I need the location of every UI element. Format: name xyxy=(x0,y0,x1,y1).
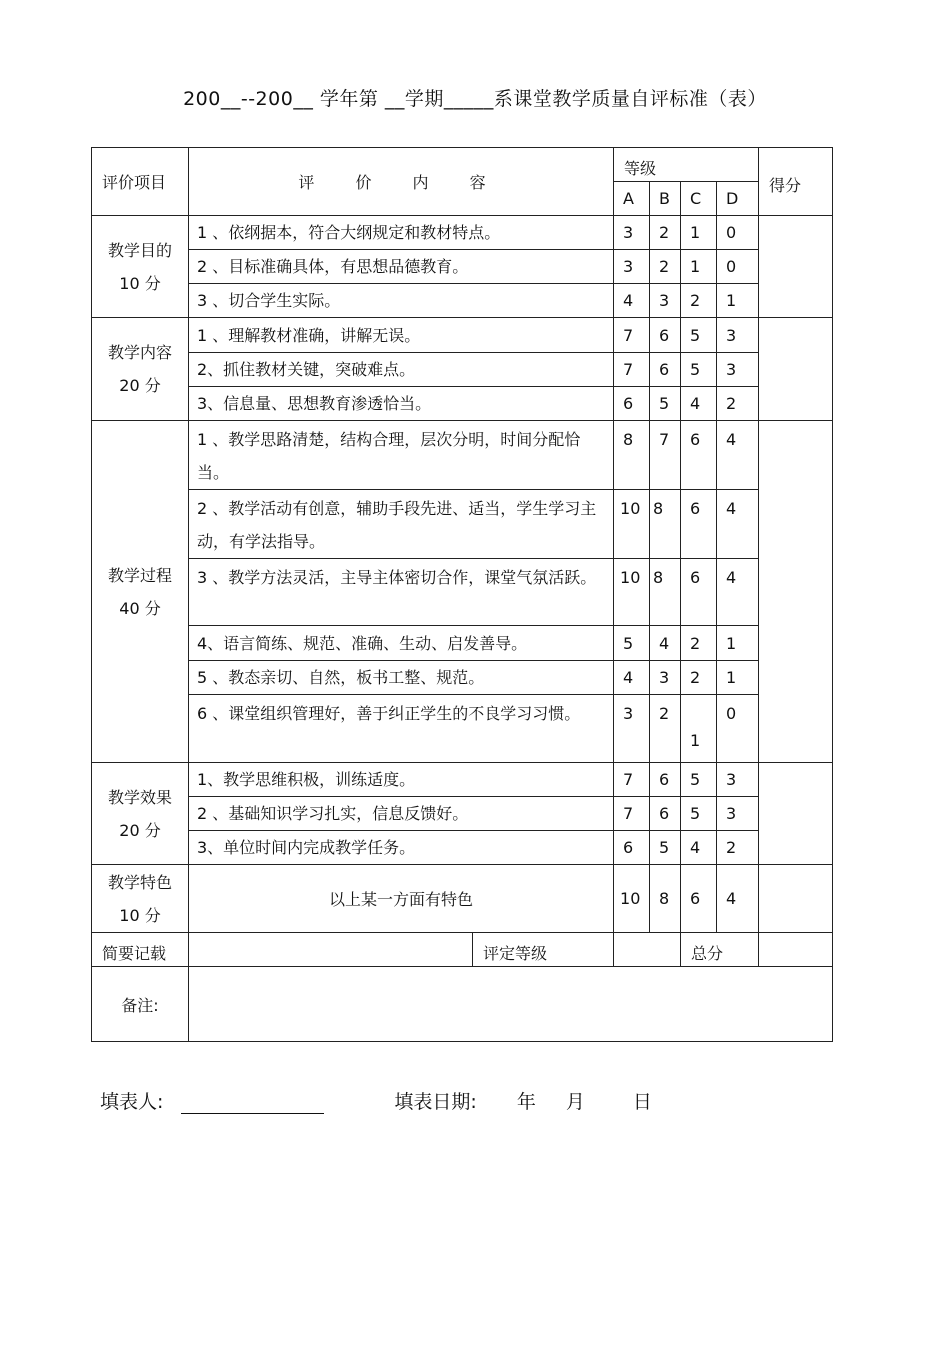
header-item: 评价项目 xyxy=(92,148,189,216)
filler-line[interactable] xyxy=(181,1093,324,1114)
grade-a: 6 xyxy=(614,831,650,865)
grade-b: 8 xyxy=(650,865,681,933)
grade-b: 2 xyxy=(650,695,681,763)
criterion-text: 2 、目标准确具体，有思想品德教育。 xyxy=(189,250,614,284)
summary-total-label: 总分 xyxy=(681,933,759,967)
grade-a: 7 xyxy=(614,797,650,831)
grade-a: 8 xyxy=(614,421,650,490)
grade-a: 4 xyxy=(614,661,650,695)
grade-b: 6 xyxy=(650,763,681,797)
form-footer xyxy=(100,1087,652,1114)
criterion-text: 1 、依纲据本，符合大纲规定和教材特点。 xyxy=(189,216,614,250)
filler-label: 填表人: xyxy=(100,1091,164,1113)
grade-d: 3 xyxy=(717,797,759,831)
criterion-text: 4、语言简练、规范、准确、生动、启发善导。 xyxy=(189,626,614,661)
criterion-text: 2 、教学活动有创意，辅助手段先进、适当，学生学习主动，有学法指导。 xyxy=(189,490,614,559)
summary-rating-field[interactable] xyxy=(614,933,681,967)
grade-d: 1 xyxy=(717,626,759,661)
score-cell[interactable] xyxy=(759,763,833,865)
grade-d: 0 xyxy=(717,695,759,763)
section-label: 教学内容 20 分 xyxy=(92,318,189,421)
criterion-text: 3、单位时间内完成教学任务。 xyxy=(189,831,614,865)
grade-c: 5 xyxy=(681,318,717,353)
grade-d: 4 xyxy=(717,490,759,559)
criterion-text: 3 、切合学生实际。 xyxy=(189,284,614,318)
date-label: 填表日期: xyxy=(394,1091,477,1113)
criterion-text: 3、信息量、思想教育渗透恰当。 xyxy=(189,387,614,421)
grade-c: 6 xyxy=(681,865,717,933)
grade-d: 2 xyxy=(717,387,759,421)
grade-b: 8 xyxy=(650,559,681,626)
evaluation-table xyxy=(91,147,833,1042)
criterion-text: 3 、教学方法灵活，主导主体密切合作，课堂气氛活跃。 xyxy=(189,559,614,626)
grade-c: 5 xyxy=(681,763,717,797)
grade-d: 2 xyxy=(717,831,759,865)
level-d: D xyxy=(717,182,759,216)
summary-record-field[interactable] xyxy=(189,933,473,967)
section-label: 教学过程 40 分 xyxy=(92,421,189,763)
grade-d: 4 xyxy=(717,559,759,626)
grade-c: 2 xyxy=(681,661,717,695)
criterion-text: 6 、课堂组织管理好，善于纠正学生的不良学习习惯。 xyxy=(189,695,614,763)
grade-a: 10 xyxy=(614,490,650,559)
grade-a: 3 xyxy=(614,216,650,250)
grade-b: 6 xyxy=(650,353,681,387)
grade-a: 7 xyxy=(614,318,650,353)
grade-b: 5 xyxy=(650,831,681,865)
grade-b: 8 xyxy=(650,490,681,559)
grade-b: 6 xyxy=(650,318,681,353)
score-cell[interactable] xyxy=(759,318,833,421)
grade-d: 4 xyxy=(717,421,759,490)
grade-c: 5 xyxy=(681,797,717,831)
section-label: 教学效果 20 分 xyxy=(92,763,189,865)
section-label: 教学目的 10 分 xyxy=(92,216,189,318)
grade-c: 4 xyxy=(681,387,717,421)
score-cell[interactable] xyxy=(759,216,833,318)
grade-c: 1 xyxy=(681,250,717,284)
notes-field[interactable] xyxy=(189,967,833,1042)
score-cell[interactable] xyxy=(759,865,833,933)
level-a: A xyxy=(614,182,650,216)
grade-d: 3 xyxy=(717,353,759,387)
grade-b: 2 xyxy=(650,250,681,284)
criterion-text: 1 、理解教材准确，讲解无误。 xyxy=(189,318,614,353)
grade-b: 7 xyxy=(650,421,681,490)
grade-b: 3 xyxy=(650,284,681,318)
notes-label: 备注: xyxy=(92,967,189,1042)
header-content: 评 价 内 容 xyxy=(189,148,614,216)
grade-c: 6 xyxy=(681,490,717,559)
level-c: C xyxy=(681,182,717,216)
month-label: 月 xyxy=(565,1091,585,1113)
grade-d: 1 xyxy=(717,284,759,318)
grade-b: 5 xyxy=(650,387,681,421)
grade-b: 3 xyxy=(650,661,681,695)
summary-rating-label: 评定等级 xyxy=(473,933,614,967)
grade-a: 7 xyxy=(614,353,650,387)
day-label: 日 xyxy=(632,1091,652,1113)
year-label: 年 xyxy=(516,1091,536,1113)
summary-total-field[interactable] xyxy=(759,933,833,967)
grade-c: 4 xyxy=(681,831,717,865)
section-label: 教学特色 10 分 xyxy=(92,865,189,933)
grade-a: 10 xyxy=(614,865,650,933)
grade-a: 10 xyxy=(614,559,650,626)
grade-d: 3 xyxy=(717,318,759,353)
score-cell[interactable] xyxy=(759,421,833,763)
criterion-text: 1、教学思维积极，训练适度。 xyxy=(189,763,614,797)
grade-d: 1 xyxy=(717,661,759,695)
grade-b: 2 xyxy=(650,216,681,250)
grade-d: 0 xyxy=(717,216,759,250)
grade-c: 1 xyxy=(681,695,717,763)
grade-a: 7 xyxy=(614,763,650,797)
grade-d: 3 xyxy=(717,763,759,797)
grade-a: 3 xyxy=(614,250,650,284)
grade-c: 2 xyxy=(681,626,717,661)
grade-a: 5 xyxy=(614,626,650,661)
criterion-text: 2、抓住教材关键，突破难点。 xyxy=(189,353,614,387)
grade-d: 0 xyxy=(717,250,759,284)
grade-c: 6 xyxy=(681,559,717,626)
criterion-text: 1 、教学思路清楚，结构合理，层次分明，时间分配恰当。 xyxy=(189,421,614,490)
grade-a: 4 xyxy=(614,284,650,318)
header-score: 得分 xyxy=(759,148,833,216)
grade-c: 5 xyxy=(681,353,717,387)
criterion-text: 5 、教态亲切、自然，板书工整、规范。 xyxy=(189,661,614,695)
header-grade: 等级 xyxy=(614,148,759,182)
grade-c: 6 xyxy=(681,421,717,490)
level-b: B xyxy=(650,182,681,216)
summary-record-label: 简要记载 xyxy=(92,933,189,967)
grade-c: 2 xyxy=(681,284,717,318)
form-title: 200__--200__ 学年第 __学期_____系课堂教学质量自评标准（表） xyxy=(183,88,767,110)
grade-b: 4 xyxy=(650,626,681,661)
grade-b: 6 xyxy=(650,797,681,831)
grade-d: 4 xyxy=(717,865,759,933)
criterion-text: 2 、基础知识学习扎实，信息反馈好。 xyxy=(189,797,614,831)
grade-a: 6 xyxy=(614,387,650,421)
criterion-text: 以上某一方面有特色 xyxy=(189,865,614,933)
grade-c: 1 xyxy=(681,216,717,250)
grade-a: 3 xyxy=(614,695,650,763)
